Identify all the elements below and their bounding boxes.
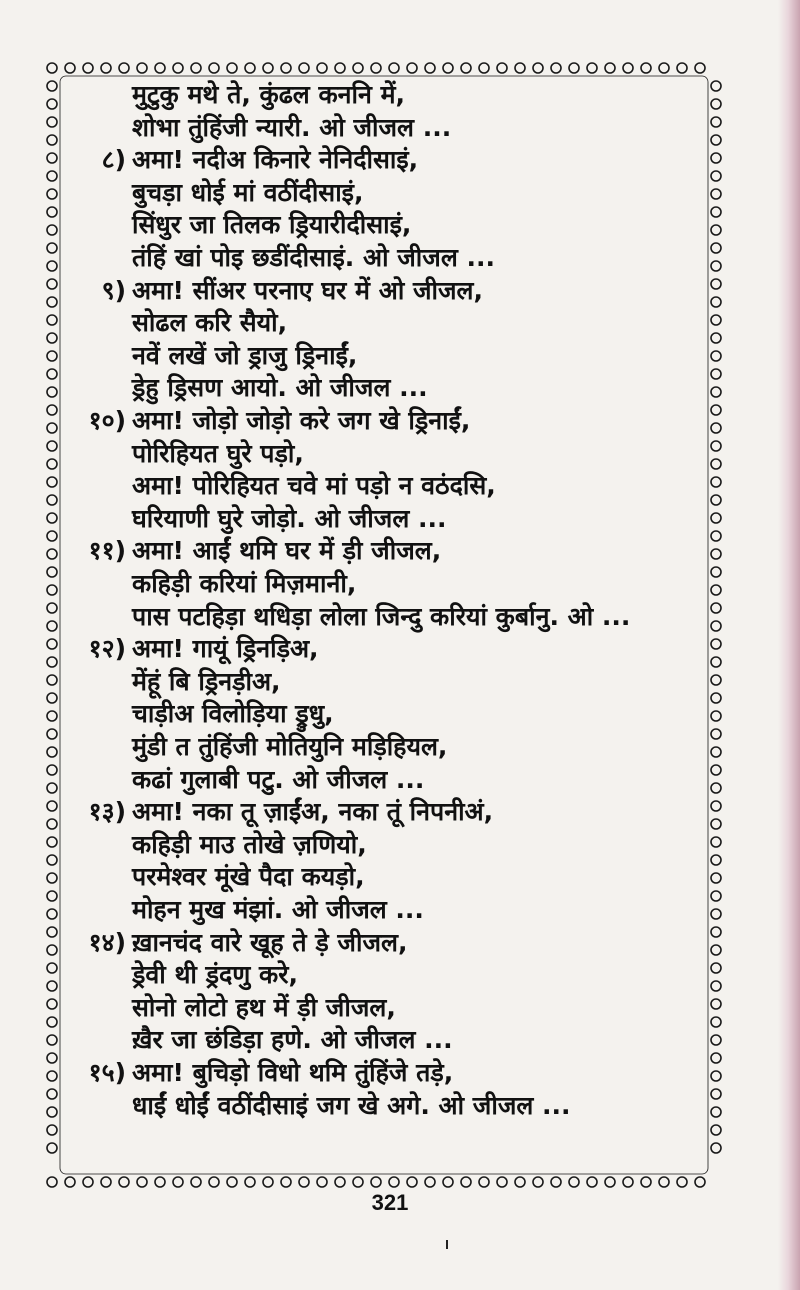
border-loop bbox=[711, 189, 721, 199]
border-loop bbox=[83, 1177, 93, 1187]
border-loop bbox=[47, 783, 57, 793]
verse-line: पास पटहिड़ा थधिड़ा लोला जिन्दु करियां कुर्बानु. ओ ... bbox=[132, 601, 631, 631]
border-loop bbox=[711, 513, 721, 523]
verse-line: नवें लखें जो ड्राजु ड्रिनाईं, bbox=[132, 340, 358, 370]
border-loop bbox=[677, 1177, 687, 1187]
border-loop bbox=[47, 981, 57, 991]
border-loop bbox=[711, 387, 721, 397]
border-loop bbox=[711, 747, 721, 757]
border-loop bbox=[47, 333, 57, 343]
border-loop bbox=[47, 261, 57, 271]
border-loop bbox=[711, 207, 721, 217]
border-loop bbox=[47, 819, 57, 829]
border-loop bbox=[711, 297, 721, 307]
verse-number: ११) bbox=[88, 536, 126, 566]
border-loop bbox=[711, 441, 721, 451]
border-loop bbox=[245, 63, 255, 73]
border-loop bbox=[173, 63, 183, 73]
border-loop bbox=[47, 225, 57, 235]
verse-line: अमा! जोड़ो जोड़ो करे जग खे ड्रिनाईं, bbox=[132, 406, 471, 435]
border-loop bbox=[83, 63, 93, 73]
border-loop bbox=[47, 549, 57, 559]
verse-line: पोरिहियत घुरे पड़ो, bbox=[132, 438, 304, 468]
border-loop bbox=[659, 1177, 669, 1187]
border-loop bbox=[711, 423, 721, 433]
border-loop bbox=[47, 603, 57, 613]
border-loop bbox=[711, 99, 721, 109]
border-loop bbox=[711, 153, 721, 163]
border-loop bbox=[299, 1177, 309, 1187]
border-loop bbox=[227, 1177, 237, 1187]
border-loop bbox=[47, 945, 57, 955]
border-loop bbox=[47, 873, 57, 883]
verse-line: धाईं धोईं वठींदीसाइं जग खे अगे. ओ जीजल ... bbox=[132, 1090, 571, 1120]
border-loop bbox=[711, 1107, 721, 1117]
border-loop bbox=[47, 711, 57, 721]
border-loop bbox=[587, 63, 597, 73]
border-loop bbox=[47, 765, 57, 775]
verse-line: सोढल करि सैयो, bbox=[132, 308, 288, 338]
ink-speck bbox=[446, 1240, 448, 1249]
border-loop bbox=[569, 63, 579, 73]
verse-line: अमा! नका तू ज़ाईंअ, नका तूं निपनीअं, bbox=[132, 797, 494, 827]
border-loop bbox=[641, 63, 651, 73]
border-loop bbox=[47, 891, 57, 901]
border-loop bbox=[101, 63, 111, 73]
border-loop bbox=[711, 855, 721, 865]
border-loop bbox=[47, 513, 57, 523]
border-loop bbox=[299, 63, 309, 73]
border-loop bbox=[47, 927, 57, 937]
border-loop bbox=[479, 1177, 489, 1187]
border-loop bbox=[711, 567, 721, 577]
verse-line: अमा! आईं थमि घर में ड़ी जीजल, bbox=[132, 536, 442, 566]
border-loop bbox=[711, 621, 721, 631]
border-loop bbox=[317, 1177, 327, 1187]
verse-number: १२) bbox=[88, 634, 126, 664]
border-loop bbox=[711, 279, 721, 289]
border-loop bbox=[551, 63, 561, 73]
border-loop bbox=[155, 1177, 165, 1187]
border-loop bbox=[263, 63, 273, 73]
border-loop bbox=[47, 693, 57, 703]
border-loop bbox=[137, 1177, 147, 1187]
border-loop bbox=[191, 63, 201, 73]
border-loop bbox=[47, 1177, 57, 1187]
border-loop bbox=[119, 63, 129, 73]
verse-line: अमा! बुचिड़ो विधो थमि तुंहिंजे तड़े, bbox=[132, 1058, 454, 1087]
border-loop bbox=[47, 495, 57, 505]
border-loop bbox=[65, 1177, 75, 1187]
border-loop bbox=[47, 459, 57, 469]
border-loop bbox=[515, 1177, 525, 1187]
verse-number: ९) bbox=[101, 275, 126, 305]
border-loop bbox=[119, 1177, 129, 1187]
border-loop bbox=[101, 1177, 111, 1187]
border-loop bbox=[155, 63, 165, 73]
border-loop bbox=[47, 81, 57, 91]
border-loop bbox=[677, 63, 687, 73]
verse-line: शोभा तुंहिंजी न्यारी. ओ जीजल ... bbox=[132, 112, 452, 142]
border-loop bbox=[711, 801, 721, 811]
verse-line: अमा! गायूं ड्रिनड़िअ, bbox=[132, 634, 319, 664]
border-loop bbox=[47, 801, 57, 811]
border-loop bbox=[335, 63, 345, 73]
border-loop bbox=[47, 279, 57, 289]
border-loop bbox=[711, 819, 721, 829]
border-loop bbox=[497, 63, 507, 73]
border-loop bbox=[711, 225, 721, 235]
border-loop bbox=[263, 1177, 273, 1187]
border-loop bbox=[711, 261, 721, 271]
verse-line: कहिड़ी करियां मिज़मानी, bbox=[132, 569, 357, 598]
border-loop bbox=[407, 63, 417, 73]
border-loop bbox=[281, 63, 291, 73]
border-loop bbox=[47, 207, 57, 217]
border-loop bbox=[47, 405, 57, 415]
border-loop bbox=[461, 63, 471, 73]
border-loop bbox=[47, 909, 57, 919]
border-loop bbox=[47, 189, 57, 199]
border-loop bbox=[47, 675, 57, 685]
border-loop bbox=[711, 1035, 721, 1045]
verse-line: मोहन मुख मंझां. ओ जीजल ... bbox=[132, 895, 424, 924]
border-loop bbox=[711, 117, 721, 127]
border-loop bbox=[711, 999, 721, 1009]
border-loop bbox=[443, 1177, 453, 1187]
verse-line: ड्रेहु ड्रिसण आयो. ओ जीजल ... bbox=[132, 373, 428, 403]
border-loop bbox=[711, 171, 721, 181]
border-loop bbox=[711, 639, 721, 649]
border-loop bbox=[47, 729, 57, 739]
border-loop bbox=[711, 1071, 721, 1081]
verse-number: ८) bbox=[101, 145, 126, 175]
border-loop bbox=[371, 63, 381, 73]
border-loop bbox=[711, 693, 721, 703]
border-loop bbox=[515, 63, 525, 73]
verse-number: १०) bbox=[88, 406, 126, 435]
verse-line: मेंहूं बि ड्रिनड़ीअ, bbox=[132, 666, 281, 696]
verse-line: ख़ानचंद वारे खूह ते ड़े जीजल, bbox=[132, 927, 408, 957]
verse-line: ख़ैर जा छंडिड़ा हणे. ओ जीजल ... bbox=[132, 1025, 453, 1055]
border-loop bbox=[711, 459, 721, 469]
border-loop bbox=[317, 63, 327, 73]
border-loop bbox=[47, 171, 57, 181]
border-loop bbox=[245, 1177, 255, 1187]
border-loop bbox=[711, 351, 721, 361]
border-loop bbox=[47, 1035, 57, 1045]
border-loop bbox=[497, 1177, 507, 1187]
border-loop bbox=[47, 747, 57, 757]
border-loop bbox=[47, 1089, 57, 1099]
border-loop bbox=[407, 1177, 417, 1187]
border-loop bbox=[47, 369, 57, 379]
border-loop bbox=[711, 711, 721, 721]
border-loop bbox=[137, 63, 147, 73]
border-loop bbox=[605, 63, 615, 73]
border-loop bbox=[605, 1177, 615, 1187]
verse-line: बुचड़ा धोई मां वठींदीसाइं, bbox=[132, 177, 364, 207]
border-loop bbox=[711, 1053, 721, 1063]
verse-line: कहिड़ी माउ तोखे ज़णियो, bbox=[132, 829, 367, 859]
border-loop bbox=[711, 837, 721, 847]
border-loop bbox=[47, 531, 57, 541]
border-loop bbox=[711, 675, 721, 685]
border-loop bbox=[711, 765, 721, 775]
border-loop bbox=[711, 909, 721, 919]
border-loop bbox=[281, 1177, 291, 1187]
border-loop bbox=[711, 477, 721, 487]
border-loop bbox=[711, 1125, 721, 1135]
border-loop bbox=[353, 1177, 363, 1187]
border-loop bbox=[533, 63, 543, 73]
border-loop bbox=[47, 135, 57, 145]
border-loop bbox=[623, 1177, 633, 1187]
border-loop bbox=[47, 243, 57, 253]
border-loop bbox=[47, 1125, 57, 1135]
border-loop bbox=[711, 945, 721, 955]
verse-line: घरियाणी घुरे जोड़ो. ओ जीजल ... bbox=[132, 503, 447, 533]
verse-line: मुटुकु मथे ते, कुंढल कननि में, bbox=[132, 80, 406, 109]
border-loop bbox=[371, 1177, 381, 1187]
border-loop bbox=[479, 63, 489, 73]
page-number: 321 bbox=[371, 1190, 409, 1215]
border-loop bbox=[47, 855, 57, 865]
border-loop bbox=[711, 1143, 721, 1153]
border-loop bbox=[65, 63, 75, 73]
border-loop bbox=[711, 531, 721, 541]
border-loop bbox=[47, 657, 57, 667]
border-loop bbox=[711, 891, 721, 901]
border-loop bbox=[711, 963, 721, 973]
border-loop bbox=[47, 423, 57, 433]
border-loop bbox=[47, 63, 57, 73]
border-loop bbox=[47, 441, 57, 451]
border-loop bbox=[47, 315, 57, 325]
verse-line: परमेश्वर मूंखे पैदा कयड़ो, bbox=[132, 862, 365, 892]
border-loop bbox=[47, 567, 57, 577]
border-loop bbox=[551, 1177, 561, 1187]
border-loop bbox=[47, 999, 57, 1009]
border-loop bbox=[209, 1177, 219, 1187]
border-loop bbox=[227, 63, 237, 73]
border-loop bbox=[711, 585, 721, 595]
border-loop bbox=[711, 495, 721, 505]
verse-line: कढां गुलाबी पटु. ओ जीजल ... bbox=[132, 764, 425, 794]
border-loop bbox=[47, 387, 57, 397]
border-loop bbox=[711, 315, 721, 325]
border-loop bbox=[47, 1143, 57, 1153]
border-loop bbox=[47, 1017, 57, 1027]
border-loop bbox=[47, 99, 57, 109]
border-loop bbox=[47, 297, 57, 307]
border-loop bbox=[47, 1107, 57, 1117]
border-loop bbox=[47, 477, 57, 487]
verse-line: ड्रेवी थी ड्रंदणु करे, bbox=[132, 960, 298, 990]
border-loop bbox=[47, 351, 57, 361]
page-edge-shadow bbox=[778, 0, 800, 1290]
border-loop bbox=[47, 837, 57, 847]
border-loop bbox=[47, 153, 57, 163]
border-loop bbox=[711, 1089, 721, 1099]
border-loop bbox=[695, 1177, 705, 1187]
border-loop bbox=[711, 405, 721, 415]
border-loop bbox=[389, 1177, 399, 1187]
verse-line: मुंडी त तुंहिंजी मोतियुनि मड़िहियल, bbox=[132, 732, 448, 761]
border-loop bbox=[711, 1017, 721, 1027]
verse-line: तंहिं खां पोइ छडींदीसाइं. ओ जीजल ... bbox=[132, 243, 495, 272]
border-loop bbox=[47, 963, 57, 973]
border-loop bbox=[711, 981, 721, 991]
border-loop bbox=[659, 63, 669, 73]
verse-line: अमा! सींअर परनाए घर में ओ जीजल, bbox=[132, 275, 483, 305]
border-loop bbox=[47, 621, 57, 631]
border-loop bbox=[47, 639, 57, 649]
border-loop bbox=[711, 603, 721, 613]
verse-line: अमा! नदीअ किनारे नेनिदीसाइं, bbox=[132, 145, 419, 175]
border-loop bbox=[711, 729, 721, 739]
border-loop bbox=[425, 1177, 435, 1187]
border-loop bbox=[335, 1177, 345, 1187]
border-loop bbox=[623, 63, 633, 73]
verse-line: अमा! पोरिहियत चवे मां पड़ो न वठंदसि, bbox=[132, 471, 496, 501]
border-loop bbox=[711, 873, 721, 883]
border-loop bbox=[353, 63, 363, 73]
border-loop bbox=[711, 369, 721, 379]
border-loop bbox=[711, 783, 721, 793]
border-loop bbox=[711, 333, 721, 343]
border-loop bbox=[587, 1177, 597, 1187]
border-loop bbox=[461, 1177, 471, 1187]
border-loop bbox=[711, 81, 721, 91]
border-loop bbox=[711, 927, 721, 937]
border-loop bbox=[389, 63, 399, 73]
verse-line: सोनो लोटो हथ में ड़ी जीजल, bbox=[132, 992, 396, 1022]
verse-line: चाड़ीअ विलोड़िया ड्रुधु, bbox=[132, 699, 334, 729]
border-loop bbox=[47, 1071, 57, 1081]
border-loop bbox=[47, 1053, 57, 1063]
border-loop bbox=[47, 585, 57, 595]
border-loop bbox=[173, 1177, 183, 1187]
border-loop bbox=[47, 117, 57, 127]
verse-number: १४) bbox=[88, 927, 126, 957]
verse-line: सिंधुर जा तिलक ड्रियारीदीसाइं, bbox=[132, 210, 412, 240]
border-loop bbox=[443, 63, 453, 73]
border-loop bbox=[641, 1177, 651, 1187]
border-loop bbox=[695, 63, 705, 73]
border-loop bbox=[425, 63, 435, 73]
border-loop bbox=[711, 549, 721, 559]
border-loop bbox=[209, 63, 219, 73]
border-loop bbox=[711, 243, 721, 253]
border-loop bbox=[711, 135, 721, 145]
verse-number: १५) bbox=[88, 1058, 126, 1087]
border-loop bbox=[711, 657, 721, 667]
border-loop bbox=[569, 1177, 579, 1187]
border-loop bbox=[533, 1177, 543, 1187]
border-loop bbox=[191, 1177, 201, 1187]
verse-number: १३) bbox=[88, 797, 126, 827]
